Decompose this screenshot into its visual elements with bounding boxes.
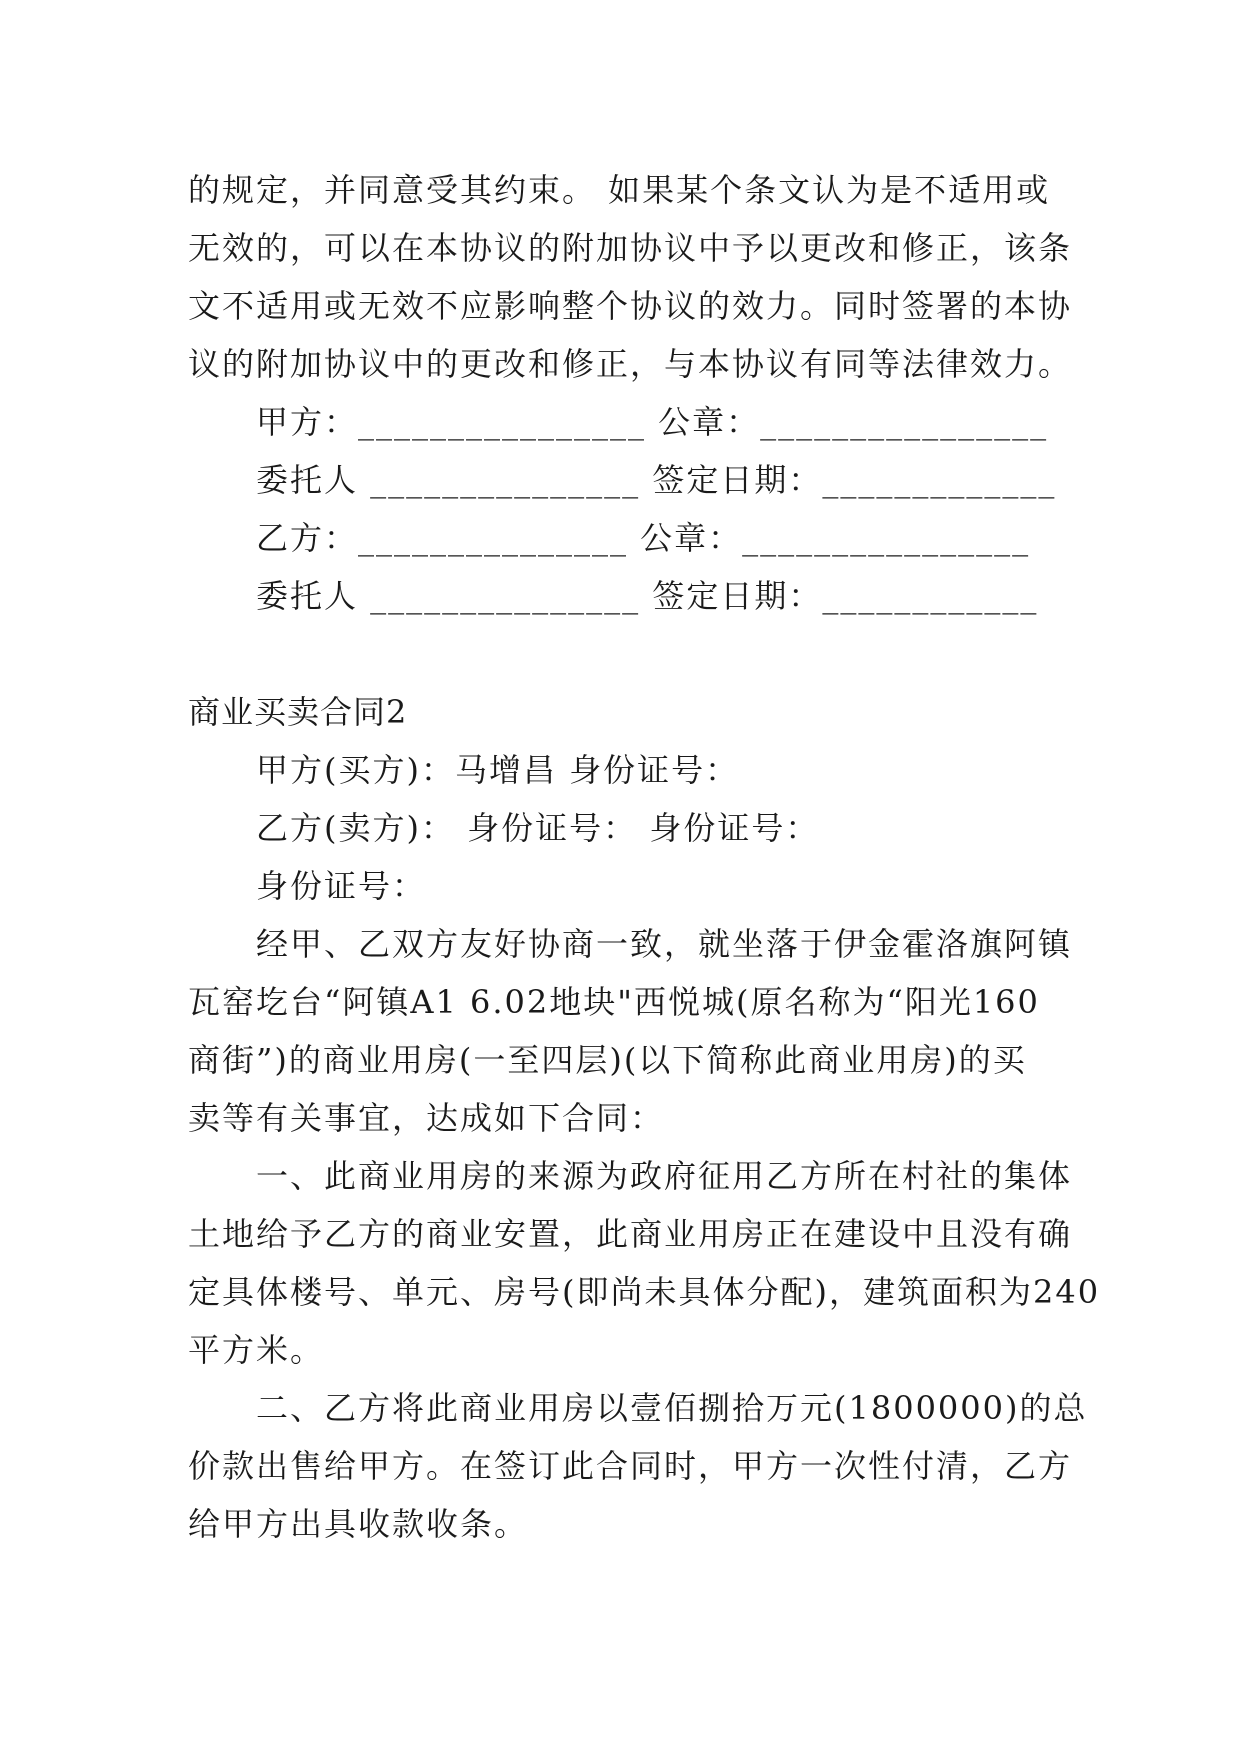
signature-party-a-line: 甲方：________________ 公章：________________ bbox=[256, 403, 1049, 441]
body-text-line: 平方米。 bbox=[188, 1331, 325, 1369]
clause-text-line: 无效的，可以在本协议的附加协议中予以更改和修正，该条 bbox=[188, 229, 1073, 267]
body-text-line: 二、乙方将此商业用房以壹佰捌拾万元(1800000)的总 bbox=[256, 1389, 1088, 1427]
seller-line: 乙方(卖方)： 身份证号： 身份证号： bbox=[256, 809, 820, 847]
body-text-line: 卖等有关事宜，达成如下合同： bbox=[188, 1099, 665, 1137]
body-text-line: 一、此商业用房的来源为政府征用乙方所在村社的集体 bbox=[256, 1157, 1073, 1195]
body-text-line: 定具体楼号、单元、房号(即尚未具体分配)，建筑面积为240 bbox=[188, 1273, 1101, 1311]
section-heading: 商业买卖合同2 bbox=[188, 693, 408, 731]
body-text-line: 经甲、乙双方友好协商一致，就坐落于伊金霍洛旗阿镇 bbox=[256, 925, 1073, 963]
clause-text-line: 议的附加协议中的更改和修正，与本协议有同等法律效力。 bbox=[188, 345, 1073, 383]
clause-text-line: 文不适用或无效不应影响整个协议的效力。同时签署的本协 bbox=[188, 287, 1073, 325]
body-text-line: 商街”)的商业用房(一至四层)(以下简称此商业用房)的买 bbox=[188, 1041, 1027, 1079]
id-number-line: 身份证号： bbox=[256, 867, 427, 905]
signature-agent-b-line: 委托人 _______________ 签定日期：____________ bbox=[256, 577, 1039, 615]
buyer-line: 甲方(买方)：马增昌 身份证号： bbox=[256, 751, 740, 789]
signature-party-b-line: 乙方：_______________ 公章：________________ bbox=[256, 519, 1031, 557]
clause-text-line: 的规定，并同意受其约束。 如果某个条文认为是不适用或 bbox=[188, 171, 1051, 209]
body-text-line: 瓦窑圪台“阿镇A1 6.02地块"西悦城(原名称为“阳光160 bbox=[188, 983, 1040, 1021]
signature-agent-a-line: 委托人 _______________ 签定日期：_____________ bbox=[256, 461, 1057, 499]
body-text-line: 土地给予乙方的商业安置，此商业用房正在建设中且没有确 bbox=[188, 1215, 1073, 1253]
body-text-line: 给甲方出具收款收条。 bbox=[188, 1505, 529, 1543]
body-text-line: 价款出售给甲方。在签订此合同时，甲方一次性付清，乙方 bbox=[188, 1447, 1073, 1485]
